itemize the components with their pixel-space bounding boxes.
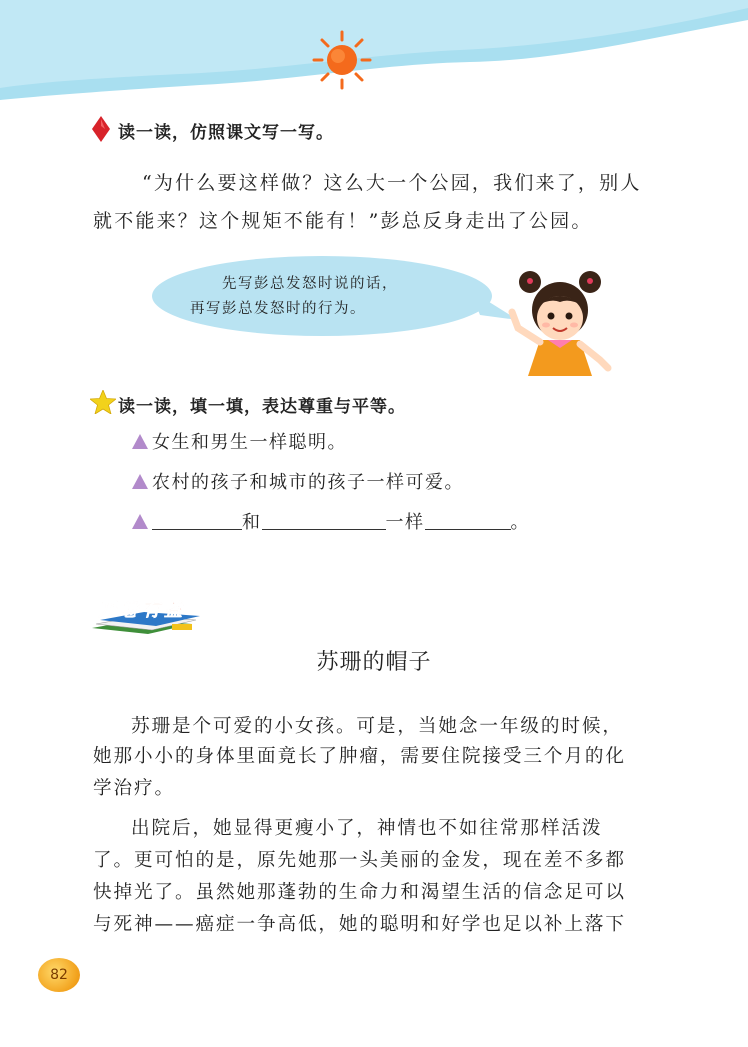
story-line: 她那小小的身体里面竟长了肿瘤，需要住院接受三个月的化: [93, 746, 626, 767]
fill-blank-1[interactable]: [152, 511, 242, 530]
list-item-3: [132, 508, 530, 534]
story-line: 快掉光了。虽然她那蓬勃的生命力和渴望生活的信念足可以: [93, 882, 626, 903]
speech-bubble: [152, 256, 492, 336]
list-item-2-text: 农村的孩子和城市的孩子一样可爱。: [152, 472, 464, 493]
story-line: 了。更可怕的是，原先她那一头美丽的金发，现在差不多都: [93, 850, 626, 871]
bubble-text-line1: 先写彭总发怒时说的话，: [222, 276, 398, 292]
story-line: 苏珊是个可爱的小女孩。可是，当她念一年级的时候，: [131, 716, 623, 737]
bubble-text-line2: 再写彭总发怒时的行为。: [190, 301, 366, 317]
story-line: 出院后，她显得更瘦小了，神情也不如往常那样活泼: [131, 818, 603, 839]
triangle-bullet-icon: [132, 474, 148, 489]
list-item-3-text-c: 。: [510, 512, 530, 533]
reading-badge-text: 开卷有益: [98, 600, 186, 621]
list-item-1: [132, 428, 347, 454]
sun-icon: [312, 30, 372, 90]
list-item-3-text-b: 一样: [385, 512, 425, 533]
page-number: 82: [38, 958, 80, 992]
star-icon: [90, 390, 116, 414]
section1-text-line1: “为什么要这样做？这么大一个公园，我们来了，别人: [142, 172, 642, 194]
diamond-icon: [92, 116, 110, 142]
reading-badge: [92, 598, 212, 638]
girl-illustration: [500, 268, 620, 380]
triangle-bullet-icon: [132, 514, 148, 529]
list-item-3-text-a: 和: [242, 512, 262, 533]
story-line: 学治疗。: [93, 778, 175, 799]
story-line: 与死神——癌症一争高低，她的聪明和好学也足以补上落下: [93, 914, 626, 935]
fill-blank-3[interactable]: [425, 511, 511, 530]
header-wave-decoration: [0, 0, 748, 110]
triangle-bullet-icon: [132, 434, 148, 449]
list-item-1-text: 女生和男生一样聪明。: [152, 432, 347, 453]
list-item-2: [132, 468, 464, 494]
fill-blank-2[interactable]: [262, 511, 386, 530]
section2-heading: 读一读，填一填，表达尊重与平等。: [118, 397, 406, 417]
section1-text-line2: 就不能来？这个规矩不能有！”彭总反身走出了公园。: [93, 210, 593, 232]
section1-heading: 读一读，仿照课文写一写。: [118, 123, 334, 143]
story-title: 苏珊的帽子: [316, 650, 432, 675]
